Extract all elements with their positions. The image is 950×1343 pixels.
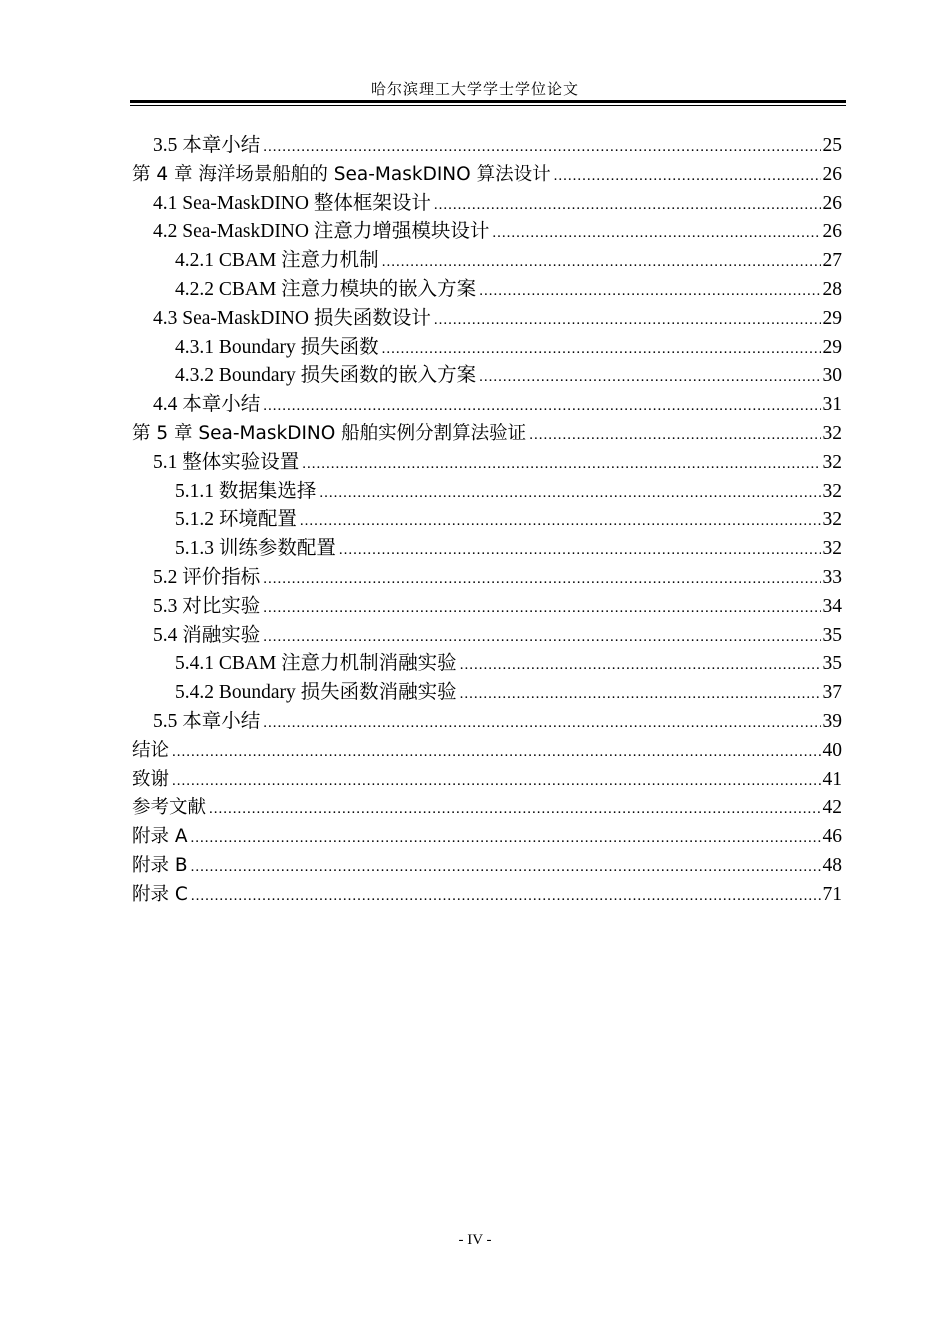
toc-entry-label: 致谢 [132, 768, 170, 790]
toc-dot-leader [263, 709, 820, 738]
toc-entry-label: 结论 [132, 739, 170, 761]
toc-entry-page: 32 [822, 422, 842, 444]
toc-entry[interactable] [132, 305, 842, 334]
toc-dot-leader [492, 219, 820, 248]
toc-entry-page: 41 [822, 768, 842, 790]
toc-dot-leader [172, 738, 820, 767]
toc-entry[interactable] [132, 679, 842, 708]
toc-dot-leader [554, 162, 821, 191]
toc-dot-leader [263, 565, 820, 594]
toc-dot-leader [191, 853, 821, 882]
toc-dot-leader [263, 133, 820, 162]
toc-entry-label: 5.1.2 环境配置 [175, 509, 297, 531]
toc-entry[interactable] [132, 852, 842, 881]
toc-entry-page: 28 [822, 278, 842, 300]
toc-entry-page: 39 [822, 710, 842, 732]
toc-entry[interactable] [132, 823, 842, 852]
toc-entry-page: 34 [822, 595, 842, 617]
toc-entry[interactable] [132, 161, 842, 190]
toc-entry-label: 5.4.1 CBAM 注意力机制消融实验 [175, 653, 457, 675]
toc-entry[interactable] [132, 535, 842, 564]
toc-entry-page: 26 [822, 163, 842, 185]
toc-entry-page: 32 [822, 451, 842, 473]
toc-entry[interactable] [132, 132, 842, 161]
toc-dot-leader [479, 363, 820, 392]
toc-entry-label: 4.2.1 CBAM 注意力机制 [175, 250, 379, 272]
toc-entry-label: 4.3.1 Boundary 损失函数 [175, 336, 379, 358]
toc-entry-label: 参考文献 [132, 797, 207, 819]
toc-entry-page: 26 [822, 221, 842, 243]
toc-entry[interactable] [132, 881, 842, 910]
toc-entry-page: 29 [822, 307, 842, 329]
toc-dot-leader [209, 795, 820, 824]
toc-entry-label: 5.4.2 Boundary 损失函数消融实验 [175, 682, 457, 704]
toc-entry[interactable] [132, 334, 842, 363]
toc-entry-label: 4.2.2 CBAM 注意力模块的嵌入方案 [175, 278, 477, 300]
toc-entry[interactable] [132, 622, 842, 651]
page-number: - IV - [458, 1232, 492, 1248]
toc-entry[interactable] [132, 737, 842, 766]
toc-entry-label: 4.3 Sea-MaskDINO 损失函数设计 [153, 307, 431, 329]
toc-dot-leader [434, 306, 821, 335]
toc-entry-label: 附录 B [132, 854, 188, 876]
toc-entry-page: 32 [822, 480, 842, 502]
toc-dot-leader [460, 680, 821, 709]
toc-entry[interactable] [132, 420, 842, 449]
toc-entry[interactable] [132, 794, 842, 823]
toc-dot-leader [434, 191, 821, 220]
toc-entry-label: 4.1 Sea-MaskDINO 整体框架设计 [153, 192, 431, 214]
toc-entry-label: 5.2 评价指标 [153, 566, 261, 588]
toc-dot-leader [263, 594, 820, 623]
header-rule-thick [130, 100, 846, 103]
toc-entry[interactable] [132, 506, 842, 535]
toc-dot-leader [191, 882, 821, 911]
toc-entry-label: 5.5 本章小结 [153, 710, 261, 732]
running-header: 哈尔滨理工大学学士学位论文 [370, 82, 579, 98]
toc-entry-page: 46 [822, 826, 842, 848]
toc-dot-leader [263, 623, 820, 652]
toc-entry[interactable] [132, 593, 842, 622]
toc-dot-leader [302, 450, 820, 479]
toc-entry-page: 48 [822, 854, 842, 876]
toc-entry-label: 第 4 章 海洋场景船舶的 Sea-MaskDINO 算法设计 [132, 163, 551, 185]
toc-entry-page: 71 [822, 883, 842, 905]
toc-entry-page: 26 [822, 192, 842, 214]
toc-entry-page: 37 [822, 682, 842, 704]
toc-entry-label: 5.4 消融实验 [153, 624, 261, 646]
toc-entry-label: 5.1.3 训练参数配置 [175, 538, 336, 560]
toc-entry[interactable] [132, 650, 842, 679]
toc-entry-page: 40 [822, 739, 842, 761]
toc-entry-page: 25 [822, 135, 842, 156]
toc-entry-page: 35 [822, 653, 842, 675]
toc-entry[interactable] [132, 391, 842, 420]
table-of-contents [132, 132, 842, 910]
toc-entry[interactable] [132, 708, 842, 737]
toc-dot-leader [263, 392, 820, 421]
toc-entry[interactable] [132, 766, 842, 795]
toc-entry-label: 5.3 对比实验 [153, 595, 261, 617]
toc-entry-page: 35 [822, 624, 842, 646]
toc-dot-leader [460, 651, 821, 680]
toc-entry-label: 4.4 本章小结 [153, 394, 261, 416]
toc-entry-page: 32 [822, 509, 842, 531]
toc-entry-page: 30 [822, 365, 842, 387]
toc-entry-label: 4.3.2 Boundary 损失函数的嵌入方案 [175, 365, 477, 387]
toc-dot-leader [172, 767, 820, 796]
toc-entry-label: 5.1 整体实验设置 [153, 451, 300, 473]
toc-entry[interactable] [132, 218, 842, 247]
toc-entry-label: 5.1.1 数据集选择 [175, 480, 317, 502]
toc-dot-leader [191, 824, 821, 853]
toc-entry-page: 42 [822, 797, 842, 819]
toc-entry-label: 附录 C [132, 883, 188, 905]
toc-entry[interactable] [132, 190, 842, 219]
toc-dot-leader [479, 277, 820, 306]
toc-entry-label: 4.2 Sea-MaskDINO 注意力增强模块设计 [153, 221, 490, 243]
toc-entry-label: 3.5 本章小结 [153, 135, 261, 156]
header-rule-thin [130, 105, 846, 106]
toc-entry-page: 33 [822, 566, 842, 588]
toc-dot-leader [382, 248, 821, 277]
toc-dot-leader [529, 421, 820, 450]
toc-entry-label: 附录 A [132, 826, 188, 848]
toc-entry-page: 27 [822, 250, 842, 272]
toc-entry[interactable] [132, 362, 842, 391]
toc-entry-page: 32 [822, 538, 842, 560]
toc-entry[interactable] [132, 276, 842, 305]
toc-dot-leader [339, 536, 821, 565]
toc-entry[interactable] [132, 247, 842, 276]
toc-entry-page: 31 [822, 394, 842, 416]
toc-entry[interactable] [132, 449, 842, 478]
toc-entry-page: 29 [822, 336, 842, 358]
toc-dot-leader [319, 479, 820, 508]
toc-entry-label: 第 5 章 Sea-MaskDINO 船舶实例分割算法验证 [132, 422, 527, 444]
toc-dot-leader [300, 507, 821, 536]
toc-dot-leader [382, 335, 821, 364]
toc-entry[interactable] [132, 478, 842, 507]
toc-entry[interactable] [132, 564, 842, 593]
